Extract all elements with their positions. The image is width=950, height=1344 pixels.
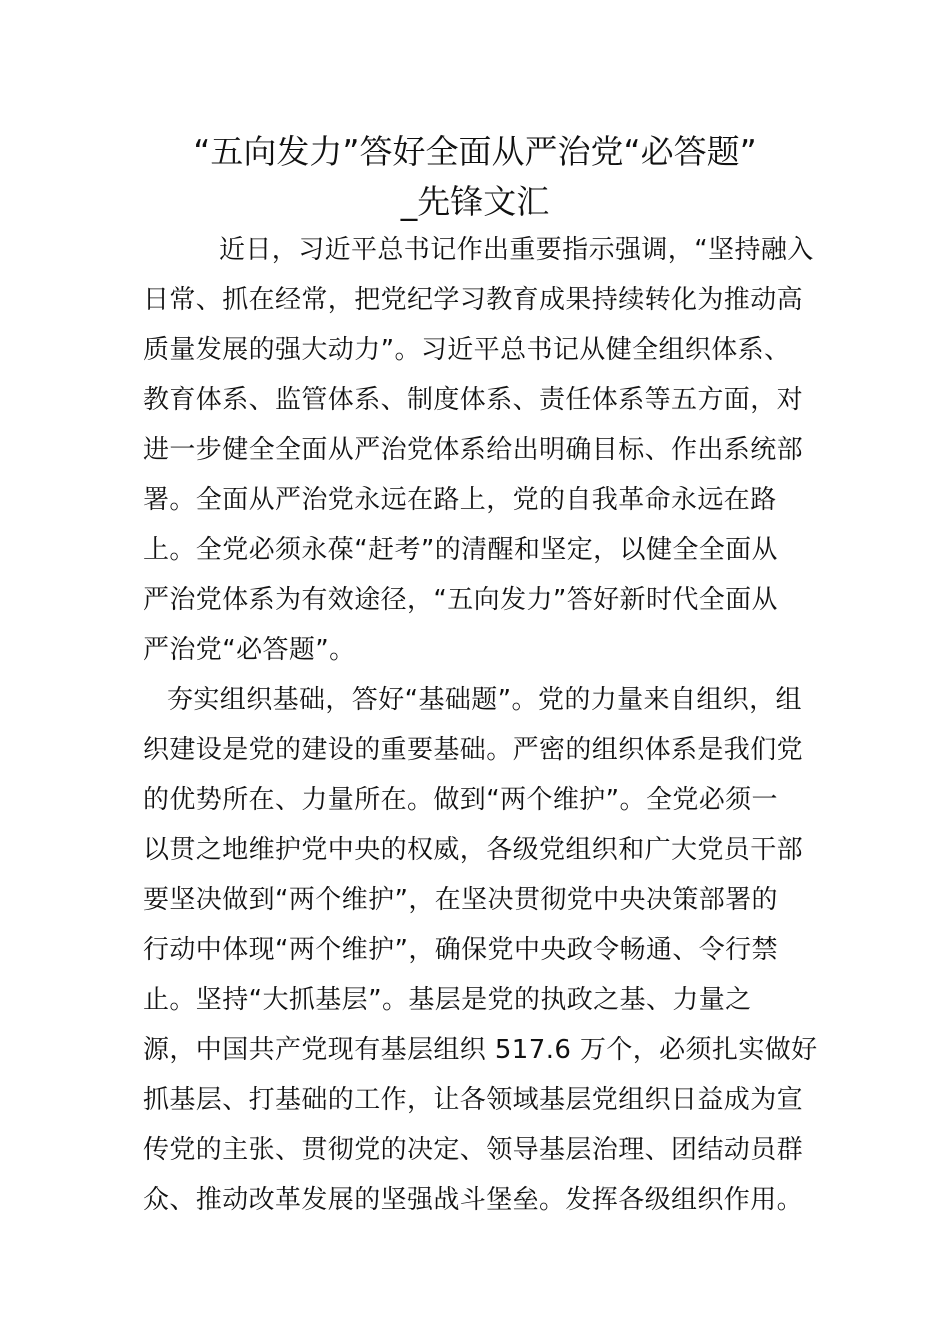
body-line: 近日，习近平总书记作出重要指示强调，“坚持融入 (219, 235, 814, 265)
body-line: 以贯之地维护党中央的权威，各级党组织和广大党员干部 (143, 835, 804, 865)
body-line: 夯实组织基础，答好“基础题”。党的力量来自组织，组 (167, 685, 802, 715)
body-line: 教育体系、监管体系、制度体系、责任体系等五方面，对 (143, 385, 804, 415)
document-title-line-2: _先锋文汇 (400, 182, 550, 221)
body-line: 行动中体现“两个维护”，确保党中央政令畅通、令行禁 (143, 935, 778, 965)
body-line: 传党的主张、贯彻党的决定、领导基层治理、团结动员群 (143, 1135, 804, 1165)
body-line: 源，中国共产党现有基层组织 517.6 万个，必须扎实做好 (143, 1035, 818, 1065)
body-line: 署。全面从严治党永远在路上，党的自我革命永远在路 (143, 485, 777, 515)
body-line: 上。全党必须永葆“赶考”的清醒和坚定，以健全全面从 (143, 535, 778, 565)
body-line: 进一步健全全面从严治党体系给出明确目标、作出系统部 (143, 435, 804, 465)
body-line: 抓基层、打基础的工作，让各领域基层党组织日益成为宣 (143, 1085, 804, 1115)
body-line: 止。坚持“大抓基层”。基层是党的执政之基、力量之 (143, 985, 752, 1015)
body-line: 的优势所在、力量所在。做到“两个维护”。全党必须一 (143, 785, 778, 815)
body-line: 众、推动改革发展的坚强战斗堡垒。发挥各级组织作用。 (143, 1185, 804, 1215)
body-line: 严治党体系为有效途径，“五向发力”答好新时代全面从 (143, 585, 778, 615)
body-line: 织建设是党的建设的重要基础。严密的组织体系是我们党 (143, 735, 804, 765)
body-line: 严治党“必答题”。 (143, 635, 356, 665)
document-title-line-1: “五向发力”答好全面从严治党“必答题” (193, 132, 757, 171)
body-line: 要坚决做到“两个维护”，在坚决贯彻党中央决策部署的 (143, 885, 778, 915)
body-line: 质量发展的强大动力”。习近平总书记从健全组织体系、 (143, 335, 791, 365)
body-line: 日常、抓在经常，把党纪学习教育成果持续转化为推动高 (143, 285, 804, 315)
